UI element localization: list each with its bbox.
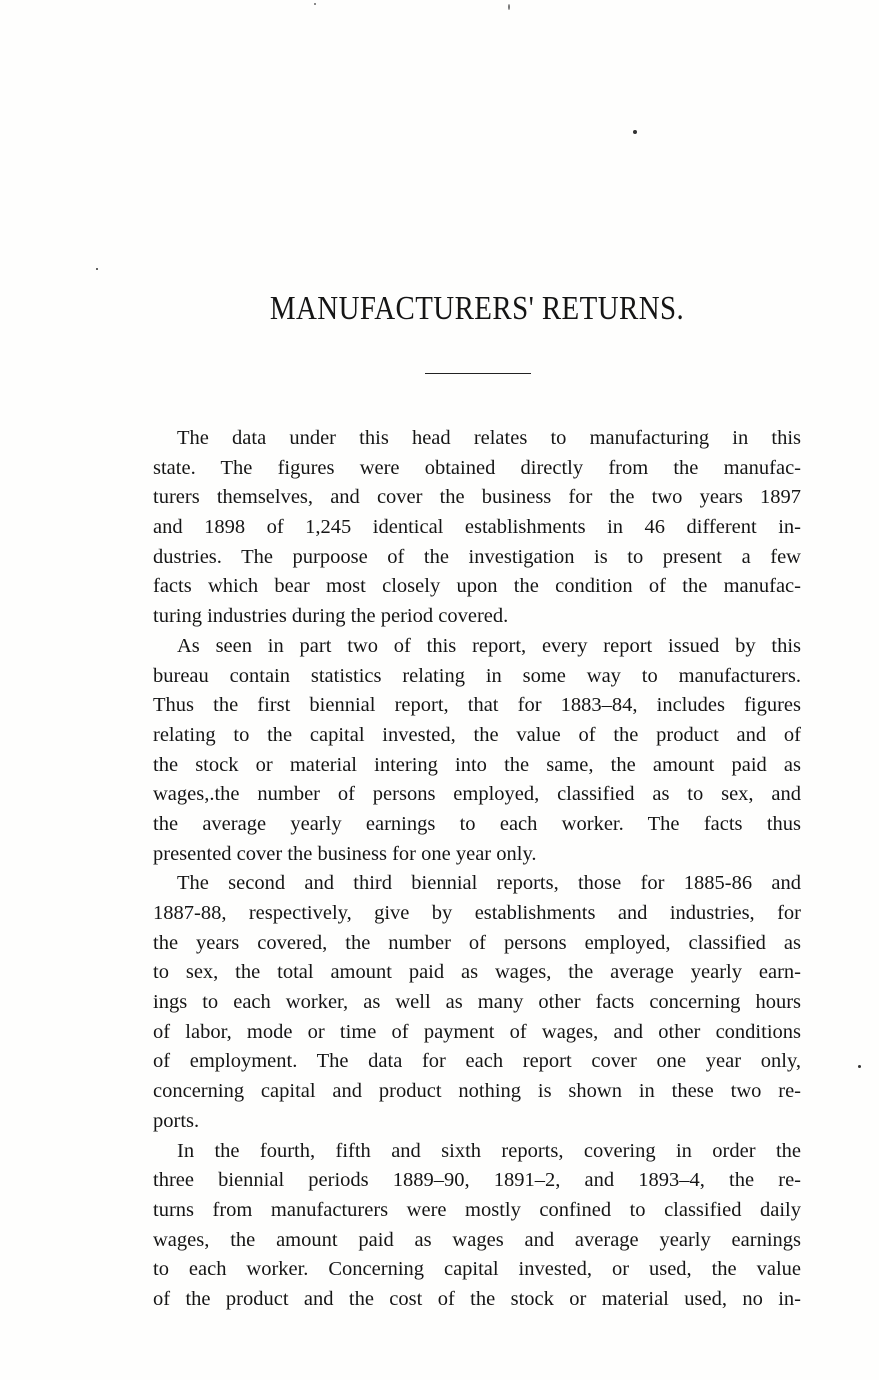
- title-divider: [425, 373, 531, 374]
- text-line: to each worker. Concerning capital invested, or used, the value: [153, 1258, 801, 1281]
- text-line: The data under this head relates to manufacturing in this: [177, 427, 801, 449]
- scan-speck: [633, 130, 637, 134]
- text-line: wages,.the number of persons employed, classified as to sex, and: [153, 783, 801, 806]
- text-line: relating to the capital invested, the value of the product and of: [153, 723, 801, 746]
- scan-speck: [508, 4, 510, 10]
- text-line: and 1898 of 1,245 identical establishments in 46 different in-: [153, 516, 801, 539]
- text-line: As seen in part two of this report, every report issued by this: [177, 634, 801, 657]
- scan-speck: [858, 1065, 861, 1068]
- text-line: of the product and the cost of the stock or material used, no in-: [153, 1287, 801, 1310]
- page-title: MANUFACTURERS' RETURNS.: [269, 290, 685, 327]
- text-line: concerning capital and product nothing is shown in these two re-: [153, 1080, 801, 1103]
- text-line: facts which bear most closely upon the condition of the manufac-: [153, 575, 801, 598]
- text-line: to sex, the total amount paid as wages, the average yearly earn-: [153, 961, 801, 984]
- text-line: of employment. The data for each report cover one year only,: [153, 1050, 801, 1073]
- text-line: three biennial periods 1889–90, 1891–2, and 1893–4, the re-: [153, 1169, 801, 1192]
- text-line: the stock or material intering into the same, the amount paid as: [153, 753, 801, 776]
- text-line: In the fourth, fifth and sixth reports, covering in order the: [177, 1139, 801, 1162]
- text-line: Thus the first biennial report, that for 1883–84, includes figures: [153, 694, 801, 717]
- text-line: state. The figures were obtained directly from the manufac-: [153, 456, 801, 479]
- text-line: turers themselves, and cover the business for the two years 1897: [153, 486, 801, 509]
- text-line: ports.: [153, 1109, 200, 1132]
- text-line: presented cover the business for one year only.: [153, 842, 537, 865]
- scan-speck: [314, 3, 316, 5]
- text-line: turing industries during the period covered.: [153, 605, 509, 628]
- scan-speck: [96, 268, 98, 270]
- text-line: the years covered, the number of persons employed, classified as: [153, 931, 801, 954]
- text-line: bureau contain statistics relating in some way to manufacturers.: [153, 664, 801, 687]
- text-line: the average yearly earnings to each worker. The facts thus: [153, 812, 801, 835]
- text-line: dustries. The purpoose of the investigation is to present a few: [153, 545, 801, 568]
- text-line: of labor, mode or time of payment of wages, and other conditions: [153, 1020, 801, 1043]
- text-line: wages, the amount paid as wages and average yearly earnings: [153, 1228, 801, 1251]
- text-line: ings to each worker, as well as many other facts concerning hours: [153, 991, 801, 1014]
- text-line: The second and third biennial reports, those for 1885-86 and: [177, 872, 801, 895]
- text-line: turns from manufacturers were mostly confined to classified daily: [153, 1198, 801, 1221]
- text-line: 1887-88, respectively, give by establishments and industries, for: [153, 902, 801, 924]
- body-text: [153, 424, 801, 1315]
